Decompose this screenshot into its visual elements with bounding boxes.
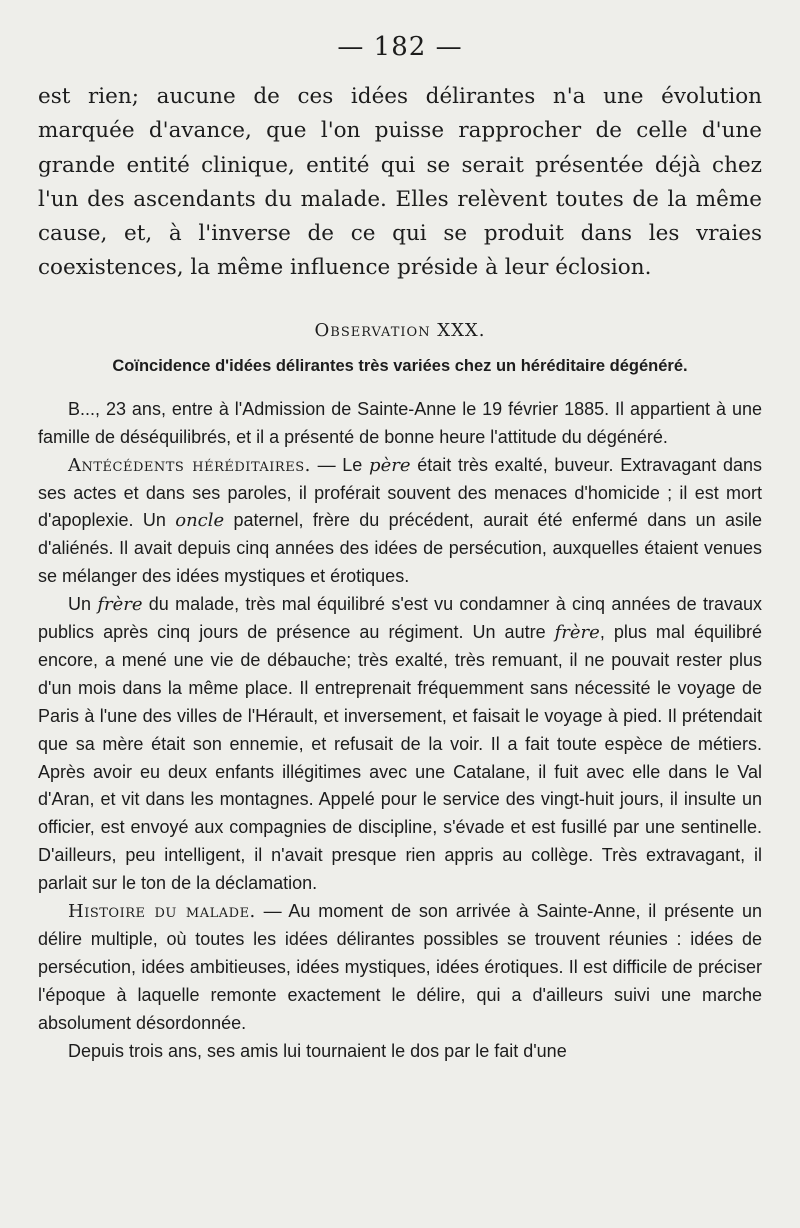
paragraph-antecedents — [38, 452, 762, 592]
brothers-italic-frere-1: frère — [97, 594, 143, 616]
histoire-heading: Histoire du malade. — [68, 901, 256, 923]
antecedents-italic-pere: père — [369, 454, 411, 476]
brothers-text-a: Un — [68, 594, 98, 615]
antecedents-text-c: paternel, frère du précédent, aurait été enfermé dans un asile d'aliénés. Il avait depuis cinq années des idées de persécution, auxquelles étaient venues se mélanger des idées mystiques et érotiques. — [38, 510, 762, 587]
observation-subtitle: Coïncidence d'idées délirantes très variées chez un héréditaire dégénéré. — [112, 356, 688, 375]
brothers-text-c: , plus mal équilibré encore, a mené une vie de débauche; très exalté, très remuant, il ne pouvait rester plus d'un mois dans la même place. Il entreprenait fréquemment sans nécessité le voyage de Paris à l'une des villes de l'Hérault, et inversement, et faisait le voyage à pied. Il prétendait que sa mère était son ennemie, et refusait de la voir. Il a fait toute espèce de métiers. Après avoir eu deux enfants illégitimes avec une Catalane, il fuit avec elle dans le Val d'Aran, et vit dans les montagnes. Appelé pour le service des vingt-huit jours, il insulte un officier, est envoyé aux compagnies de discipline, s'évade et est fusillé par une sentinelle. D'ailleurs, peu intelligent, il n'avait presque rien appris au collège. Très extravagant, il parlait sur le ton de la déclamation. — [38, 622, 762, 894]
brothers-text-b: du malade, très mal équilibré s'est vu condamner à cinq années de travaux publics après cinq jours de présence au régiment. Un autre — [38, 594, 763, 643]
antecedents-text-b: était très exalté, buveur. Extravagant dans ses actes et dans ses paroles, il proférait souvent des menaces d'homicide ; il est mort d'apoplexie. Un — [38, 454, 763, 531]
intro-section — [38, 80, 762, 286]
antecedents-text-a: — Le — [310, 454, 370, 475]
observation-body — [38, 396, 762, 1066]
paragraph-brothers — [38, 591, 762, 898]
antecedents-heading: Antécédents héréditaires. — [68, 454, 311, 476]
histoire-text: — Au moment de son arrivée à Sainte-Anne, il présente un délire multiple, où toutes les idées délirantes possibles se trouvent réunies : idées de persécution, idées ambitieuses, idées mystiques, idées érotiques. Il est difficile de préciser l'époque à laquelle remonte exactement le délire, qui a d'ailleurs suivi une marche absolument désordonnée. — [38, 901, 762, 1033]
intro-paragraph: est rien; aucune de ces idées délirantes n'a une évolution marquée d'avance, que l'on puisse rapprocher de celle d'une grande entité clinique, entité qui se serait présentée déjà chez l'un des ascendants du malade. Elles relèvent toutes de la même cause, et, à l'inverse de ce qui se produit dans les vraies coexistences, la même influence préside à leur éclosion. — [38, 84, 762, 281]
paragraph-histoire — [38, 898, 762, 1038]
paragraph-admission: B..., 23 ans, entre à l'Admission de Sainte-Anne le 19 février 1885. Il appartient à une famille de déséquilibrés, et il a présenté de bonne heure l'attitude du dégénéré. — [38, 398, 762, 447]
brothers-italic-frere-2: frère — [554, 622, 600, 644]
antecedents-italic-oncle: oncle — [175, 510, 225, 532]
paragraph-depuis: Depuis trois ans, ses amis lui tournaient le dos par le fait d'une — [68, 1040, 567, 1061]
page-number: — 182 — — [337, 32, 463, 62]
observation-title: Observation XXX. — [314, 319, 486, 341]
